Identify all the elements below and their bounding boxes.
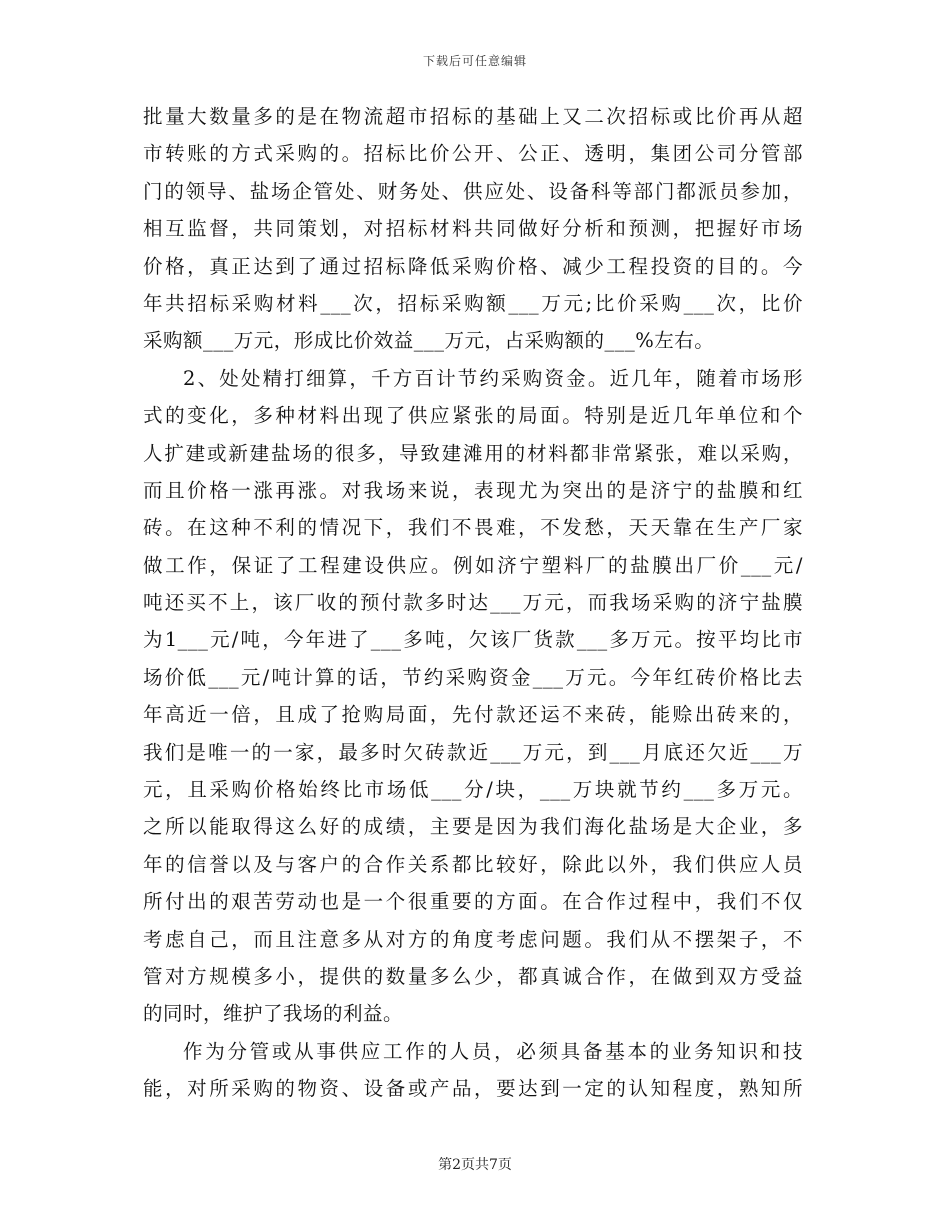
text-line: 做工作，保证了工程建设供应。例如济宁塑料厂的盐膜出厂价___元/ <box>143 553 803 577</box>
page-header: 下载后可任意编辑 <box>422 54 527 68</box>
text-line: 能，对所采购的物资、设备或产品，要达到一定的认知程度，熟知所 <box>143 1077 803 1101</box>
document-body <box>143 98 803 1108</box>
text-line: 为1___元/吨，今年进了___多吨，欠该厂货款___多万元。按平均比市 <box>143 628 803 652</box>
text-line: 式的变化，多种材料出现了供应紧张的局面。特别是近几年单位和个 <box>143 404 803 428</box>
text-line: 年的信誉以及与客户的合作关系都比较好，除此以外，我们供应人员 <box>143 852 803 876</box>
text-line: 作为分管或从事供应工作的人员，必须具备基本的业务知识和技 <box>183 1039 803 1063</box>
text-line: 我们是唯一的一家，最多时欠砖款近___万元，到___月底还欠近___万 <box>143 740 803 764</box>
text-line: 年高近一倍，且成了抢购局面，先付款还运不来砖，能赊出砖来的， <box>143 703 803 727</box>
text-line: 批量大数量多的是在物流超市招标的基础上又二次招标或比价再从超 <box>143 105 803 128</box>
text-line: 的同时，维护了我场的利益。 <box>143 1002 404 1026</box>
text-line: 采购额___万元，形成比价效益___万元，占采购额的___%左右。 <box>143 329 715 353</box>
text-line: 相互监督，共同策划，对招标材料共同做好分析和预测，把握好市场 <box>143 217 803 241</box>
text-line: 场价低___元/吨计算的话，节约采购资金___万元。今年红砖价格比去 <box>143 665 803 689</box>
text-line: 吨还买不上，该厂收的预付款多时达___万元，而我场采购的济宁盐膜 <box>143 591 803 615</box>
text-line: 价格，真正达到了通过招标降低采购价格、减少工程投资的目的。今 <box>143 254 803 278</box>
text-line: 元，且采购价格始终比市场低___分/块，___万块就节约___多万元。 <box>143 778 803 802</box>
text-line: 市转账的方式采购的。招标比价公开、公正、透明，集团公司分管部 <box>143 142 803 166</box>
text-line: 而且价格一涨再涨。对我场来说，表现尤为突出的是济宁的盐膜和红 <box>143 478 803 502</box>
text-line: 所付出的艰苦劳动也是一个很重要的方面。在合作过程中，我们不仅 <box>143 890 803 914</box>
text-line: 之所以能取得这么好的成绩，主要是因为我们海化盐场是大企业，多 <box>143 815 803 839</box>
text-line: 考虑自己，而且注意多从对方的角度考虑问题。我们从不摆架子，不 <box>143 927 803 951</box>
text-line: 2、处处精打细算，千方百计节约采购资金。近几年，随着市场形 <box>183 366 803 390</box>
text-line: 年共招标采购材料___次，招标采购额___万元;比价采购___次，比价 <box>143 291 803 315</box>
text-line: 砖。在这种不利的情况下，我们不畏难，不发愁，天天靠在生产厂家 <box>143 516 803 540</box>
text-line: 门的领导、盐场企管处、财务处、供应处、设备科等部门都派员参加， <box>143 179 803 203</box>
text-line: 管对方规模多小，提供的数量多么少，都真诚合作，在做到双方受益 <box>143 964 803 988</box>
page-footer: 第2页共7页 <box>438 1157 512 1173</box>
text-line: 人扩建或新建盐场的很多，导致建滩用的材料都非常紧张，难以采购， <box>143 441 803 465</box>
